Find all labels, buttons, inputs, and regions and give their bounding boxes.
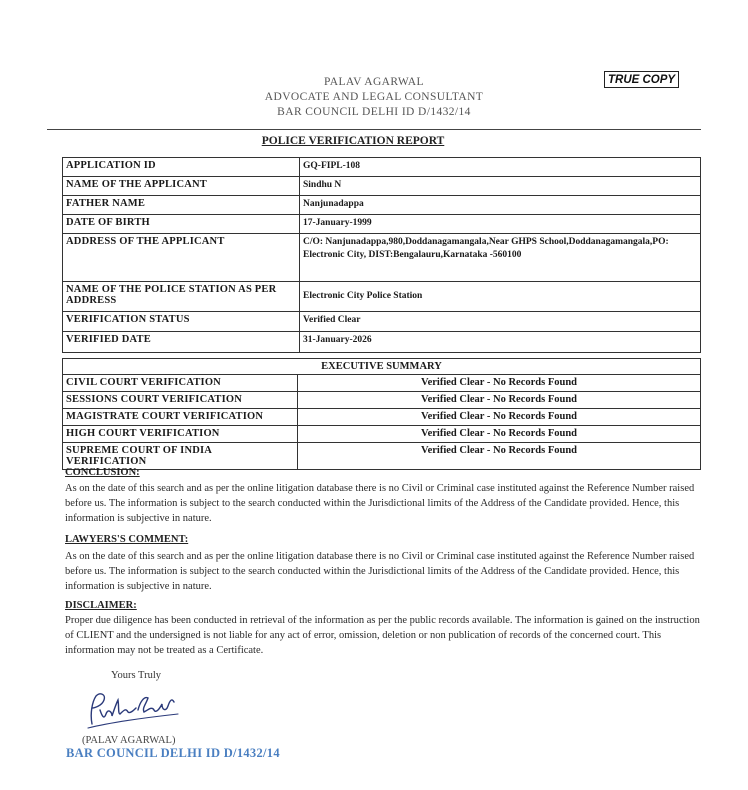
signatory-bar-id: BAR COUNCIL DELHI ID D/1432/14 <box>66 746 280 760</box>
detail-value: Verified Clear <box>300 312 701 332</box>
table-row <box>63 332 701 353</box>
table-row <box>63 177 701 196</box>
advocate-role: ADVOCATE AND LEGAL CONSULTANT <box>264 91 484 103</box>
detail-label: DATE OF BIRTH <box>63 215 300 234</box>
header-divider <box>47 129 701 130</box>
applicant-details-table <box>62 157 701 353</box>
court-label: CIVIL COURT VERIFICATION <box>63 375 298 392</box>
signature-scribble <box>82 688 182 732</box>
table-row <box>63 426 701 443</box>
table-row <box>63 282 701 312</box>
court-result: Verified Clear - No Records Found <box>298 409 701 426</box>
disclaimer-title: DISCLAIMER: <box>65 600 137 611</box>
report-title: POLICE VERIFICATION REPORT <box>261 135 445 147</box>
court-label: HIGH COURT VERIFICATION <box>63 426 298 443</box>
advocate-bar-id: BAR COUNCIL DELHI ID D/1432/14 <box>277 106 471 118</box>
detail-value: Sindhu N <box>300 177 701 196</box>
detail-value: 17-January-1999 <box>300 215 701 234</box>
detail-label: FATHER NAME <box>63 196 300 215</box>
table-row <box>63 158 701 177</box>
detail-value: GQ-FIPL-108 <box>300 158 701 177</box>
court-result: Verified Clear - No Records Found <box>298 375 701 392</box>
court-result: Verified Clear - No Records Found <box>298 443 701 470</box>
court-label: SUPREME COURT OF INDIA VERIFICATION <box>63 443 298 470</box>
detail-value: Electronic City Police Station <box>300 282 701 312</box>
table-row <box>63 375 701 392</box>
signature-image <box>82 688 182 737</box>
court-result: Verified Clear - No Records Found <box>298 426 701 443</box>
signatory-name: (PALAV AGARWAL) <box>82 735 176 746</box>
advocate-name: PALAV AGARWAL <box>324 76 424 88</box>
salutation: Yours Truly <box>111 670 162 681</box>
executive-summary-title: EXECUTIVE SUMMARY <box>63 359 701 375</box>
table-row <box>63 392 701 409</box>
table-row <box>63 409 701 426</box>
detail-value: 31-January-2026 <box>300 332 701 353</box>
detail-label: VERIFIED DATE <box>63 332 300 353</box>
detail-label: NAME OF THE APPLICANT <box>63 177 300 196</box>
conclusion-text: As on the date of this search and as per the online litigation database there is no Civil or Criminal case instituted against the Reference Number raised before us. The information is subject to the search conducted within the Jurisdictional limits of the Address of the Candidate provided. Hence, this information is subjective in nature. <box>65 483 695 524</box>
lawyers-comment-title: LAWYERS'S COMMENT: <box>65 534 189 545</box>
table-row <box>63 196 701 215</box>
table-row <box>63 312 701 332</box>
conclusion-title: CONCLUSION: <box>65 467 140 478</box>
detail-value: C/O: Nanjunadappa,980,Doddanagamangala,Near GHPS School,Doddanagamangala,PO: Electronic City, DIST:Bengalauru,Karnataka -560100 <box>300 234 701 282</box>
court-result: Verified Clear - No Records Found <box>298 392 701 409</box>
detail-label: NAME OF THE POLICE STATION AS PER ADDRESS <box>63 282 300 312</box>
lawyers-comment-text: As on the date of this search and as per the online litigation database there is no Civil or Criminal case instituted against the Reference Number raised before us. The information is subject to the search conducted within the Jurisdictional limits of the Address of the Candidate provided. Hence, this information is subjective in nature. <box>65 551 695 592</box>
table-row <box>63 359 701 375</box>
table-row <box>63 234 701 282</box>
court-label: SESSIONS COURT VERIFICATION <box>63 392 298 409</box>
disclaimer-text: Proper due diligence has been conducted in retrieval of the information as per the public records available. The information is gained on the instruction of CLIENT and the undersigned is not liable for any act of error, omission, deletion or non publication of records of the concerned court. This information may not be treated as a Certificate. <box>65 615 700 656</box>
court-label: MAGISTRATE COURT VERIFICATION <box>63 409 298 426</box>
table-row <box>63 215 701 234</box>
detail-label: VERIFICATION STATUS <box>63 312 300 332</box>
true-copy-stamp: TRUE COPY <box>604 71 679 88</box>
table-row <box>63 443 701 470</box>
detail-value: Nanjunadappa <box>300 196 701 215</box>
executive-summary-table <box>62 358 701 470</box>
detail-label: APPLICATION ID <box>63 158 300 177</box>
detail-label: ADDRESS OF THE APPLICANT <box>63 234 300 282</box>
